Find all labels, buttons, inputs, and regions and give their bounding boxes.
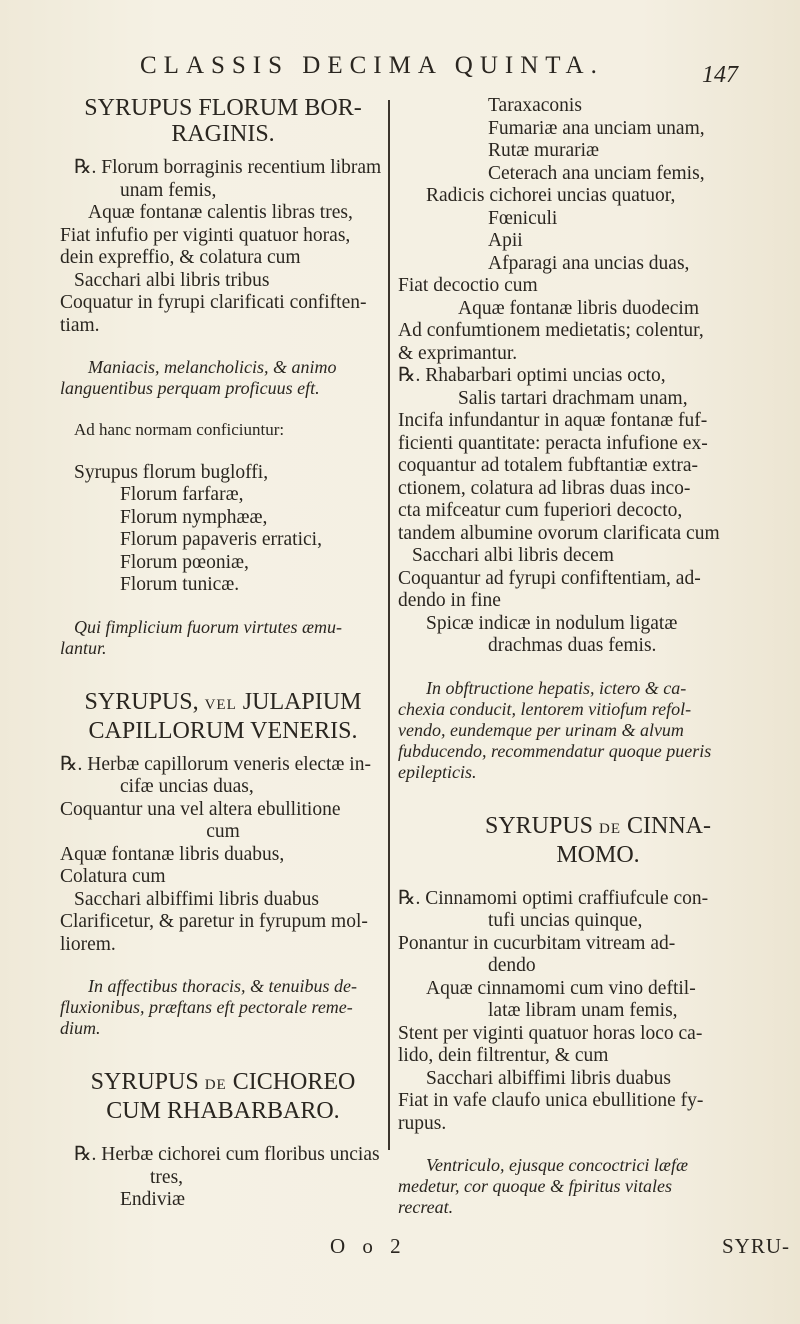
usage-note: In obftructione hepatis, ictero & ca- — [426, 677, 687, 698]
recipe-line: Colatura cum — [60, 866, 166, 887]
title-word: VEL — [204, 696, 237, 713]
recipe-line: Aquæ fontanæ libris duodecim — [458, 297, 700, 319]
title-line: RAGINIS. — [171, 121, 275, 147]
recipe-line: tandem albumine ovorum clarificata cum — [398, 522, 720, 544]
usage-note: languentibus perquam proficuus eft. — [60, 378, 320, 398]
recipe-line: Spicæ indicæ in nodulum ligatæ — [426, 612, 678, 634]
page-number: 147 — [702, 62, 738, 88]
usage-note: epilepticis. — [398, 761, 477, 782]
running-head: CLASSIS DECIMA QUINTA. — [140, 52, 604, 79]
title-word: CINNA- — [627, 812, 712, 839]
title-word: SYRUPUS, — [84, 688, 199, 715]
recipe-line: Coquatur in fyrupi clarificati confiften- — [60, 292, 367, 313]
title-line: SYRUPUS FLORUM BOR- — [84, 95, 362, 121]
recipe-line: ℞. Florum borraginis recentium libram — [74, 157, 382, 178]
signature-mark: O o 2 — [330, 1234, 407, 1258]
recipe-line: Aquæ cinnamomi cum vino deftil- — [426, 977, 696, 999]
recipe-line: tiam. — [60, 314, 100, 336]
usage-note: In affectibus thoracis, & tenuibus de- — [88, 976, 357, 996]
recipe-line: cta mifceatur cum fuperiori decocto, — [398, 500, 683, 521]
list-item: Florum nymphææ, — [120, 506, 268, 528]
conficiuntur-line: Ad hanc normam conficiuntur: — [74, 420, 285, 439]
section-title-cichoreo — [60, 1069, 386, 1124]
list-item: Florum tunicæ. — [120, 574, 240, 595]
section-title-cinnamomo — [398, 813, 798, 868]
recipe-line: dendo — [488, 955, 536, 976]
recipe-line: latæ libram unam femis, — [488, 1000, 678, 1021]
recipe-line: Rutæ murariæ — [488, 140, 600, 161]
recipe-line: liorem. — [60, 933, 116, 955]
recipe-line: ℞. Cinnamomi optimi craffiufcule con- — [398, 887, 709, 909]
recipe-line: Clarificetur, & paretur in fyrupum mol- — [60, 911, 368, 932]
recipe-line: Fiat decoctio cum — [398, 275, 538, 296]
recipe-line: dendo in fine — [398, 590, 501, 611]
section-title-borraginis — [60, 95, 386, 147]
recipe-line: Radicis cichorei uncias quatuor, — [426, 185, 676, 206]
recipe-line: ficienti quantitate: peracta infufione ex- — [398, 432, 708, 454]
usage-note: Ventriculo, ejusque concoctrici læfæ — [426, 1155, 688, 1175]
recipe-line: Incifa infundantur in aquæ fontanæ fuf- — [398, 410, 708, 431]
recipe-line: Fiat infufio per viginti quatuor horas, — [60, 224, 351, 246]
column-rule — [388, 100, 390, 1150]
recipe-line: Ponantur in cucurbitam vitream ad- — [398, 932, 676, 954]
recipe-line: ℞. Rhabarbari optimi uncias octo, — [398, 365, 666, 386]
recipe-line: Aquæ fontanæ libris duabus, — [60, 843, 285, 865]
recipe-line: cum — [206, 821, 240, 842]
list-item: Florum farfaræ, — [120, 484, 244, 505]
recipe-line: dein expreffio, & colatura cum — [60, 247, 301, 268]
left-column — [60, 95, 386, 1212]
title-word: CICHOREO — [232, 1069, 356, 1095]
catchword: SYRU- — [721, 1234, 790, 1258]
recipe-line: ℞. Herbæ capillorum veneris electæ in- — [60, 753, 371, 775]
title-line: CAPILLORUM VENERIS. — [88, 717, 358, 744]
recipe-line: Aquæ fontanæ calentis libras tres, — [88, 202, 353, 223]
title-word: DE — [599, 820, 622, 837]
recipe-line: Apii — [488, 230, 523, 251]
recipe-line: Coquantur ad fyrupi confiftentiam, ad- — [398, 567, 701, 589]
usage-note: vendo, eundemque per urinam & alvum — [398, 719, 684, 740]
recipe-line: Endiviæ — [120, 1189, 186, 1210]
title-line: MOMO. — [556, 841, 640, 868]
list-item: Florum pœoniæ, — [120, 551, 249, 573]
usage-note: lantur. — [60, 637, 107, 658]
usage-note: fubducendo, recommendatur quoque pueris — [398, 740, 712, 761]
recipe-line: & exprimantur. — [398, 342, 518, 364]
recipe-line: Stent per viginti quatuor horas loco ca- — [398, 1022, 703, 1044]
recipe-line: Ceterach ana unciam femis, — [488, 162, 705, 184]
recipe-line: unam femis, — [120, 179, 217, 201]
usage-note: fluxionibus, præftans eft pectorale reme- — [60, 997, 353, 1017]
recipe-line: Sacchari albiffimi libris duabus — [74, 888, 319, 910]
section-title-capillorum — [60, 689, 386, 744]
recipe-line: Ad confumtionem medietatis; colentur, — [398, 320, 704, 341]
recipe-line: Taraxaconis — [488, 95, 582, 116]
title-word: DE — [204, 1077, 227, 1093]
usage-note: dium. — [60, 1018, 101, 1038]
usage-note: recreat. — [398, 1197, 454, 1217]
recipe-line: ctionem, colatura ad libras duas inco- — [398, 477, 691, 499]
recipe-line: rupus. — [398, 1112, 447, 1134]
list-item: Florum papaveris erratici, — [120, 529, 322, 550]
recipe-line: ℞. Herbæ cichorei cum floribus uncias — [74, 1144, 380, 1165]
recipe-line: Sacchari albi libris tribus — [74, 269, 270, 291]
usage-note: Maniacis, melancholicis, & animo — [88, 357, 337, 377]
list-item: Syrupus florum bugloffi, — [74, 461, 269, 483]
usage-note: Qui fimplicium fuorum virtutes æmu- — [74, 616, 342, 637]
right-column — [398, 95, 798, 1218]
recipe-line: Afparagi ana uncias duas, — [488, 252, 690, 274]
recipe-line: Fiat in vafe claufo unica ebullitione fy- — [398, 1090, 704, 1111]
usage-note: medetur, cor quoque & fpiritus vitales — [398, 1176, 672, 1196]
recipe-line: drachmas duas femis. — [488, 635, 657, 656]
recipe-line: lido, dein filtrentur, & cum — [398, 1045, 609, 1066]
recipe-line: tufi uncias quinque, — [488, 910, 643, 931]
recipe-line: Fumariæ ana unciam unam, — [488, 117, 705, 139]
title-word: JULAPIUM — [242, 688, 362, 715]
recipe-line: Coquantur una vel altera ebullitione — [60, 798, 341, 820]
title-word: SYRUPUS — [90, 1069, 199, 1095]
recipe-line: Sacchari albi libris decem — [412, 545, 614, 566]
recipe-line: coquantur ad totalem fubftantiæ extra- — [398, 455, 698, 476]
recipe-line: tres, — [150, 1166, 184, 1188]
recipe-line: Salis tartari drachmam unam, — [458, 387, 688, 409]
recipe-line: cifæ uncias duas, — [120, 776, 254, 797]
usage-note: chexia conducit, lentorem vitiofum refol- — [398, 698, 692, 719]
page-footer — [330, 1234, 790, 1259]
title-line: CUM RHABARBARO. — [106, 1098, 340, 1124]
recipe-line: Fœniculi — [488, 207, 558, 229]
title-word: SYRUPUS — [484, 812, 594, 839]
recipe-line: Sacchari albiffimi libris duabus — [426, 1067, 671, 1089]
